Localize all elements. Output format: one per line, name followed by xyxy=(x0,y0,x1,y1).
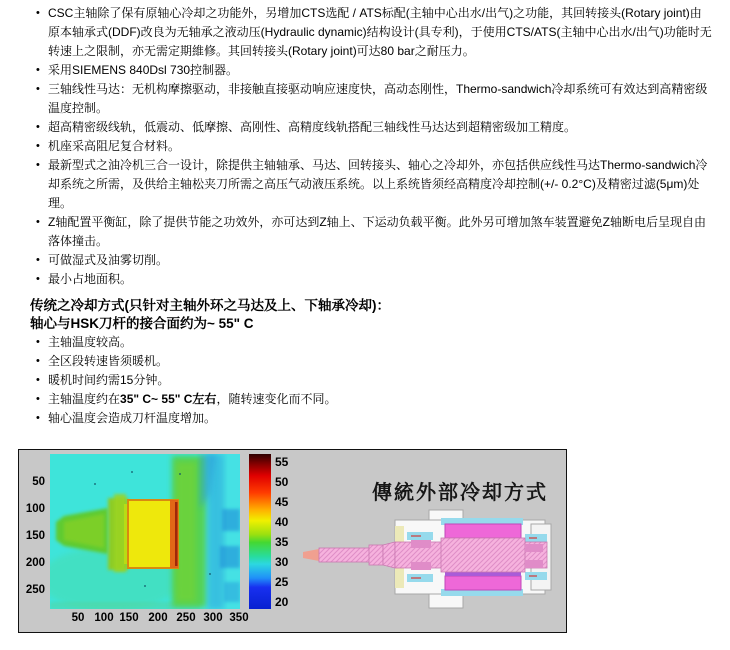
list-item xyxy=(30,118,712,137)
temperature-range-bold: 35" C~ 55" C左右 xyxy=(120,392,217,406)
bullet-icon: • xyxy=(36,64,40,76)
list-item xyxy=(30,352,712,371)
list-item-text: CSC主轴除了保有原轴心冷却之功能外，另增加CTS选配 / ATS标配(主轴中心出水/出气)之功能，其回转接头(Rotary joint)由原本轴承式(DDF)改良为无轴承之液动压(Hydraulic dynamic)结构设计(具专利)，于使用CTS/ATS(主轴中心出水/出气)功能时无转速上之限制，亦无需定期維修。其回转接头(Rotary joint)可达80 bar之耐压力。 xyxy=(48,6,712,58)
colorbar-tick-label: 50 xyxy=(275,475,289,489)
list-item-text: 全区段转速皆须暖机。 xyxy=(48,354,169,368)
list-item-text: 采用SIEMENS 840Dsl 730控制器。 xyxy=(48,63,239,77)
colorbar-tick-label: 30 xyxy=(275,555,289,569)
bullet-icon: • xyxy=(36,121,40,133)
y-axis-tick-label: 200 xyxy=(25,557,45,569)
list-item xyxy=(30,409,712,428)
list-item xyxy=(30,333,712,352)
section-heading xyxy=(30,297,712,333)
list-item xyxy=(30,251,712,270)
thermal-heatmap-image xyxy=(50,454,240,609)
x-axis-tick-label: 200 xyxy=(148,612,168,624)
y-axis-tick-label: 150 xyxy=(25,530,45,542)
y-axis-tick-label: 250 xyxy=(25,584,45,596)
x-axis-tick-label: 350 xyxy=(229,612,249,624)
document-content xyxy=(30,4,712,428)
bullet-icon: • xyxy=(36,7,40,19)
list-item-text: 最新型式之油冷机三合一设计，除提供主轴轴承、马达、回转接头、轴心之冷却外，亦包括供应线性马达Thermo-sandwich冷却系统之所需，及供给主轴松夹刀所需之高压气动液压系统。以上系统皆须经高精度冷却控制(+/- 0.2°C)及精密过滤(5μm)处理。 xyxy=(48,158,708,210)
spindle-panel-title: 傳統外部冷却方式 xyxy=(372,482,548,504)
list-item xyxy=(30,137,712,156)
list-item xyxy=(30,80,712,118)
bullet-icon: • xyxy=(36,336,40,348)
bullet-icon: • xyxy=(36,159,40,171)
list-item xyxy=(30,371,712,390)
list-item-text: 最小占地面积。 xyxy=(48,272,133,286)
list-item-text: Z轴配置平衡缸，除了提供节能之功效外，亦可达到Z轴上、下运动负载平衡。此外另可增加煞车装置避免Z轴断电后呈现自由落体撞击。 xyxy=(48,215,706,248)
bullet-icon: • xyxy=(36,140,40,152)
colorbar-tick-label: 45 xyxy=(275,495,289,509)
list-item-text: 三轴线性马达：无机构摩擦驱动，非接触直接驱动响应速度快，高动态刚性，Thermo-sandwich冷却系统可有效达到高精密级温度控制。 xyxy=(48,82,708,115)
list-item-text: ，随转速变化而不同。 xyxy=(216,392,337,406)
section-heading-line2: 轴心与HSK刀杆的接合面约为~ 55" C xyxy=(30,316,254,331)
bullet-icon: • xyxy=(36,393,40,405)
bullet-icon: • xyxy=(36,412,40,424)
x-axis-tick-label: 50 xyxy=(71,612,85,624)
list-item-text: 主轴温度较高。 xyxy=(48,335,133,349)
y-axis-tick-label: 100 xyxy=(25,503,45,515)
colorbar-tick-label: 55 xyxy=(275,455,289,469)
colorbar xyxy=(249,454,271,609)
list-item xyxy=(30,156,712,213)
bullet-icon: • xyxy=(36,83,40,95)
section-heading-line1: 传统之冷却方式(只针对主轴外环之马达及上、下轴承冷却)： xyxy=(30,298,390,313)
list-item xyxy=(30,270,712,289)
list-item-text: 暖机时间约需15分钟。 xyxy=(48,373,170,387)
list-item xyxy=(30,61,712,80)
cooling-figure xyxy=(18,449,567,633)
x-axis-tick-label: 150 xyxy=(119,612,139,624)
list-item xyxy=(30,390,712,409)
list-item xyxy=(30,213,712,251)
bullet-icon: • xyxy=(36,273,40,285)
x-axis-tick-label: 100 xyxy=(94,612,114,624)
bullet-icon: • xyxy=(36,216,40,228)
bullet-icon: • xyxy=(36,254,40,266)
colorbar-tick-label: 40 xyxy=(275,515,289,529)
list-item xyxy=(30,4,712,61)
list-item-text: 主轴温度约在 xyxy=(48,392,121,406)
y-axis-tick-label: 50 xyxy=(32,476,45,488)
traditional-cooling-list xyxy=(30,333,712,428)
list-item-text: 可做湿式及油雾切削。 xyxy=(48,253,169,267)
colorbar-tick-label: 35 xyxy=(275,535,289,549)
list-item-text: 超高精密级线轨，低震动、低摩擦、高刚性、高精度线轨搭配三轴线性马达达到超精密级加工精度。 xyxy=(48,120,577,134)
colorbar-tick-label: 25 xyxy=(275,575,289,589)
x-axis-tick-label: 250 xyxy=(176,612,196,624)
spindle-diagram xyxy=(299,504,557,620)
feature-list xyxy=(30,4,712,289)
bullet-icon: • xyxy=(36,355,40,367)
bullet-icon: • xyxy=(36,374,40,386)
colorbar-tick-label: 20 xyxy=(275,595,289,609)
list-item-text: 机座采高阻尼复合材料。 xyxy=(48,139,181,153)
x-axis-tick-label: 300 xyxy=(203,612,223,624)
list-item-text: 轴心温度会造成刀杆温度增加。 xyxy=(48,411,217,425)
